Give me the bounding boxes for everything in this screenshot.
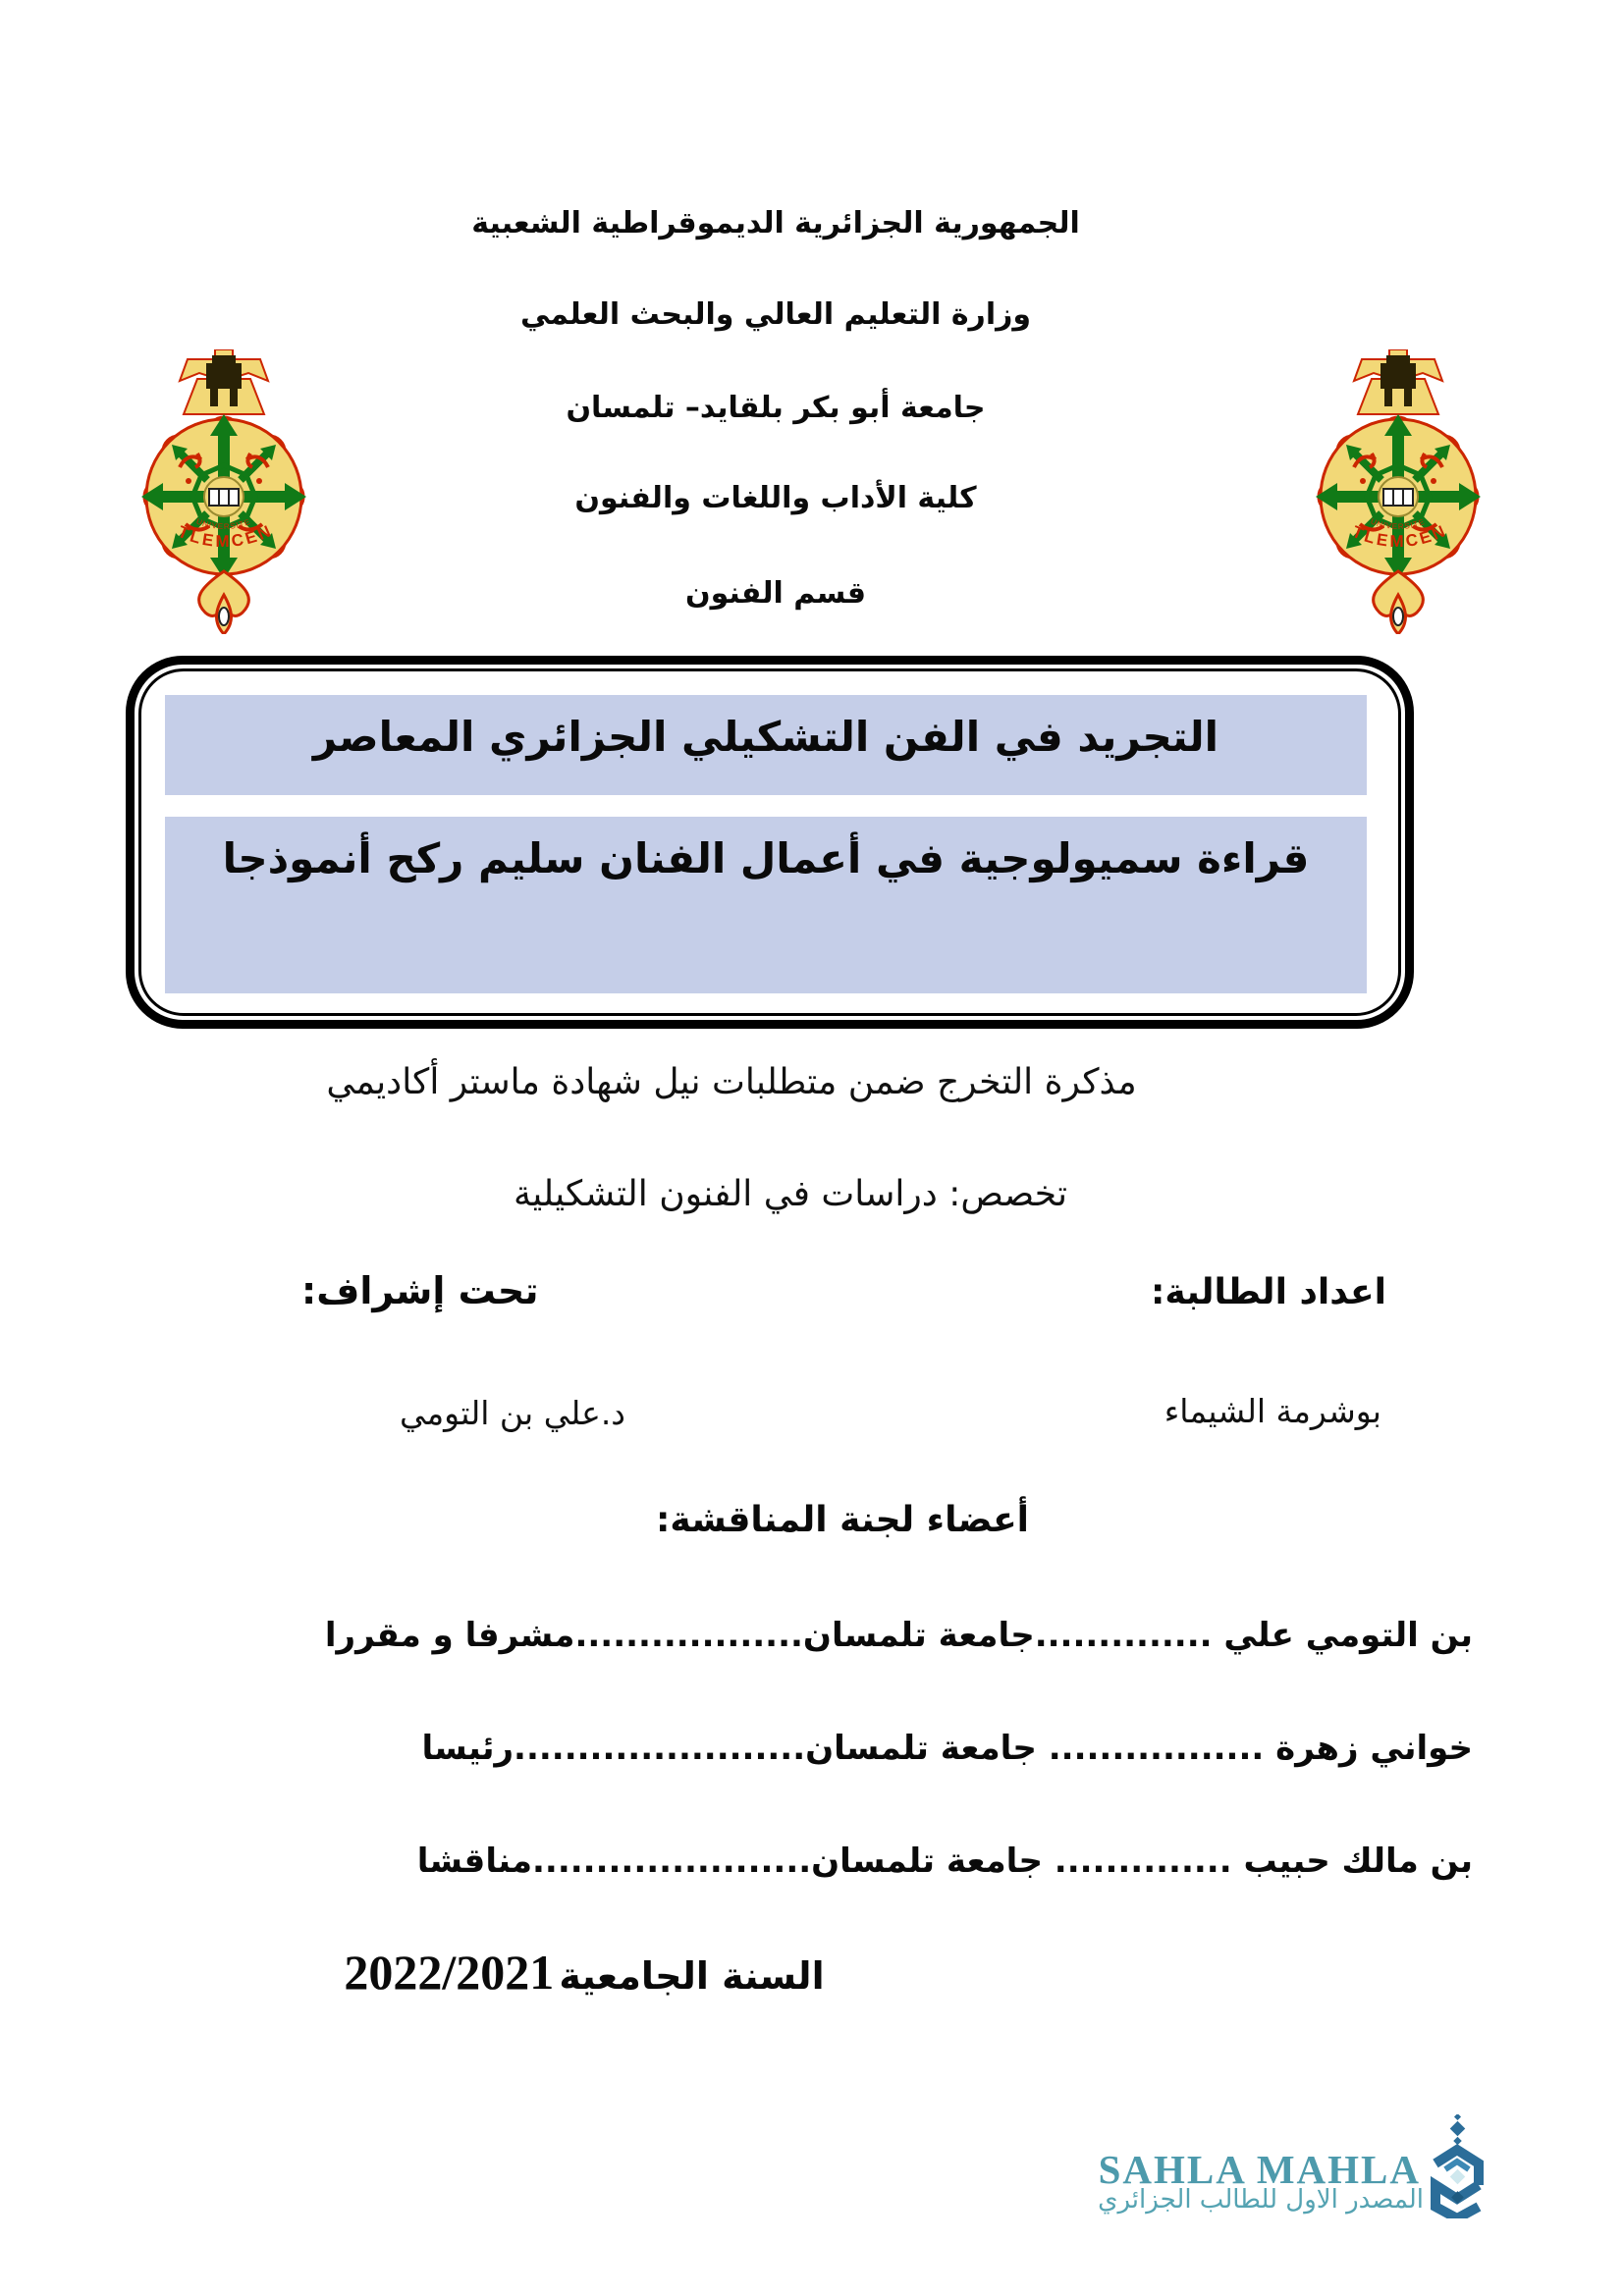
academic-year-line <box>0 1944 1168 2001</box>
thesis-title-line-1: التجريد في الفن التشكيلي الجزائري المعاصر <box>312 713 1219 761</box>
university-emblem-left <box>95 349 352 634</box>
supervisor-name: د.علي بن التومي <box>400 1394 626 1432</box>
committee-row-2: خواني زهرة ................. جامعة تلمسان.......................رئيسا <box>421 1729 1473 1768</box>
header-line-department: قسم الفنون <box>685 576 866 611</box>
degree-note: مذكرة التخرج ضمن متطلبات نيل شهادة ماستر أكاديمي <box>326 1062 1137 1102</box>
emblem-text: TLEMCEN <box>175 520 277 552</box>
academic-year-value: 2022/2021 <box>344 1945 555 2000</box>
supervisor-label: تحت إشراف: <box>301 1269 539 1312</box>
speciality-line: تخصص: دراسات في الفنون التشكيلية <box>514 1174 1067 1214</box>
emblem-subtext: UNIVERSITE <box>1369 516 1427 532</box>
university-emblem-icon <box>95 349 352 634</box>
footer-brand-calligraphy-icon <box>1424 2114 1490 2218</box>
academic-year-label: السنة الجامعية <box>559 1954 825 1998</box>
footer-brand-tagline: المصدر الاول للطالب الجزائري <box>1098 2185 1424 2215</box>
committee-heading: أعضاء لجنة المناقشة: <box>655 1500 1030 1540</box>
committee-row-3: بن مالك حبيب .............. جامعة تلمسان......................مناقشا <box>416 1842 1473 1881</box>
header-line-university: جامعة أبو بكر بلقايد– تلمسان <box>566 391 986 425</box>
student-name: بوشرمة الشيماء <box>1164 1392 1381 1430</box>
emblem-text: TLEMCEN <box>1349 520 1451 552</box>
student-label: اعداد الطالبة: <box>1151 1272 1386 1312</box>
university-emblem-icon <box>1270 349 1527 634</box>
header-line-faculty: كلية الأداب واللغات والفنون <box>574 481 977 515</box>
header-line-republic: الجمهورية الجزائرية الديموقراطية الشعبية <box>471 206 1080 240</box>
university-emblem-right <box>1270 349 1527 634</box>
header-line-ministry: وزارة التعليم العالي والبحث العلمي <box>519 297 1032 332</box>
thesis-title-line-2: قراءة سميولوجية في أعمال الفنان سليم ركح أنموذجا <box>222 834 1310 882</box>
emblem-subtext: UNIVERSITE <box>194 516 252 532</box>
footer-brand-name: SAHLA MAHLA <box>1098 2147 1421 2192</box>
committee-row-1: بن التومي علي ..............جامعة تلمسان..................مشرفا و مقررا <box>324 1616 1473 1655</box>
